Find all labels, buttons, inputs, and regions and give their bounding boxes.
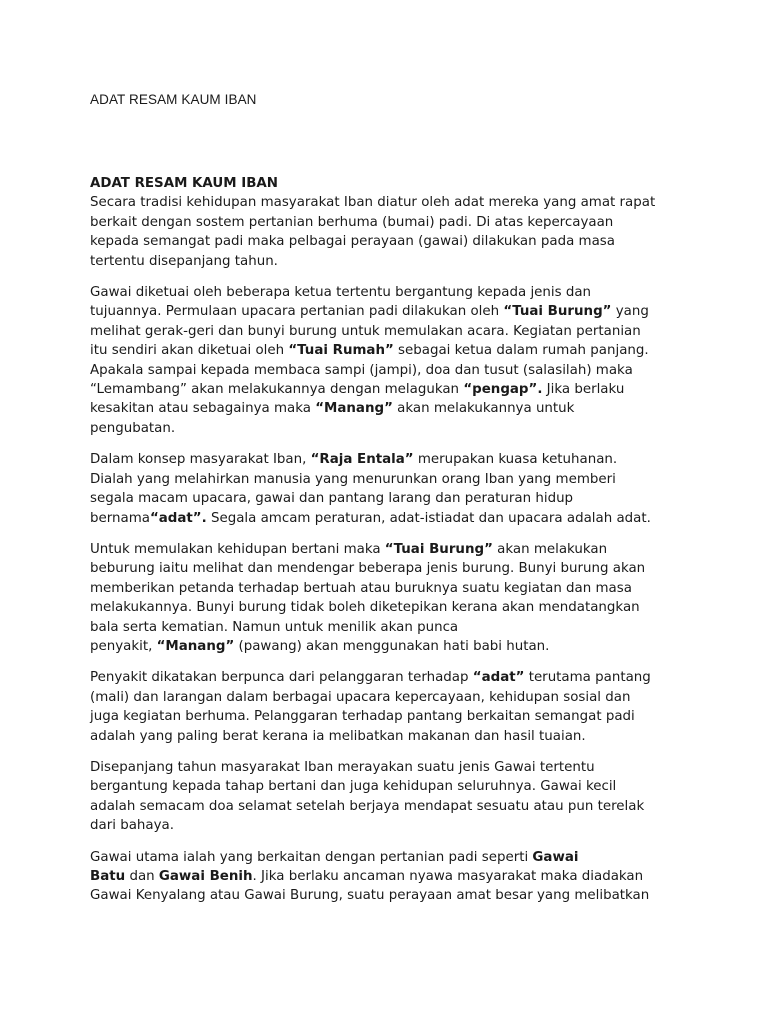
bold-term: “adat”.	[149, 510, 207, 526]
text-line	[90, 886, 680, 905]
text-run: Secara tradisi kehidupan masyarakat Iban diatur oleh adat mereka yang amat rapat	[90, 195, 656, 211]
text-run: berkait dengan sostem pertanian berhuma (bumai) padi. Di atas kepercayaan	[90, 214, 614, 230]
text-run: akan melakukannya untuk	[392, 401, 575, 417]
text-line	[90, 302, 680, 321]
text-run: memberikan petanda terhadap bertuah atau buruknya suatu kegiatan dan masa	[90, 580, 632, 596]
text-line	[90, 777, 680, 796]
text-line	[90, 322, 680, 341]
text-run: kepada semangat padi maka pelbagai perayaan (gawai) dilakukan pada masa	[90, 234, 615, 250]
text-run: (mali) dan larangan dalam berbagai upacara kepercayaan, kehidupan sosial dan	[90, 689, 631, 705]
bold-term: “Manang”	[156, 638, 235, 654]
paragraph-list	[90, 193, 680, 905]
text-line	[90, 668, 680, 687]
text-run: Penyakit dikatakan berpunca dari pelanggaran terhadap	[90, 670, 473, 686]
text-line	[90, 758, 680, 777]
text-run: Segala amcam peraturan, adat-istiadat dan upacara adalah adat.	[206, 510, 651, 526]
text-line	[90, 361, 680, 380]
text-line	[90, 489, 680, 508]
bold-term: “Tuai Burung”	[384, 541, 493, 557]
text-line	[90, 559, 680, 578]
text-line	[90, 688, 680, 707]
text-run: Untuk memulakan kehidupan bertani maka	[90, 541, 385, 557]
text-run: melihat gerak-geri dan bunyi burung untuk memulakan acara. Kegiatan pertanian	[90, 323, 641, 339]
text-run: bala serta kematian. Namun untuk menilik akan punca	[90, 619, 459, 635]
bold-term: Gawai Benih	[158, 869, 253, 884]
paragraph	[90, 283, 680, 438]
text-line	[90, 283, 680, 302]
paragraph	[90, 540, 680, 656]
text-run: Apakala sampai kepada membaca sampi (jampi), doa dan tusut (salasilah) maka	[90, 362, 633, 378]
text-run: yang	[611, 304, 649, 320]
text-run: penyakit,	[90, 638, 157, 654]
bold-term: “Tuai Burung”	[503, 304, 612, 320]
bold-term: “Manang”	[315, 401, 393, 417]
text-line	[90, 637, 680, 656]
text-run: dari bahaya.	[90, 818, 174, 834]
bold-term: Batu	[90, 869, 126, 884]
text-run: Gawai Kenyalang atau Gawai Burung, suatu perayaan amat besar yang melibatkan	[90, 888, 650, 904]
text-line	[90, 380, 680, 399]
text-line	[90, 193, 680, 212]
text-line	[90, 707, 680, 726]
text-run: dan	[125, 869, 159, 884]
text-run: “Lemambang” akan melakukannya dengan melagukan	[90, 382, 464, 398]
text-line	[90, 213, 680, 232]
text-line	[90, 727, 680, 746]
text-run: pengubatan.	[90, 420, 176, 436]
text-run: sebagai ketua dalam rumah panjang.	[393, 343, 649, 359]
text-run: Gawai utama ialah yang berkaitan dengan pertanian padi seperti	[90, 849, 533, 865]
bold-term: “Raja Entala”	[310, 452, 414, 468]
text-run: adalah yang paling berat kerana ia melibatkan makanan dan hasil tuaian.	[90, 728, 586, 744]
text-line	[90, 867, 680, 886]
text-run: juga kegiatan berhuma. Pelanggaran terhadap pantang berkaitan semangat padi	[90, 709, 635, 725]
text-line	[90, 399, 680, 418]
section-heading: ADAT RESAM KAUM IBAN	[90, 176, 278, 191]
text-line	[90, 579, 680, 598]
text-run: . Jika berlaku ancaman nyawa masyarakat maka diadakan	[252, 869, 644, 884]
paragraph	[90, 758, 680, 836]
text-run: Dialah yang melahirkan manusia yang menurunkan orang Iban yang memberi	[90, 471, 616, 487]
text-line	[90, 797, 680, 816]
document-body	[90, 174, 680, 918]
text-run: terutama pantang	[524, 670, 651, 686]
text-run: adalah semacam doa selamat setelah berjaya mendapat sesuatu atau pun terelak	[90, 798, 645, 814]
paragraph	[90, 193, 680, 271]
text-line	[90, 341, 680, 360]
text-line	[90, 816, 680, 835]
text-line	[90, 470, 680, 489]
text-run: itu sendiri akan diketuai oleh	[90, 343, 289, 359]
bold-term: Gawai	[532, 849, 579, 865]
text-line	[90, 450, 680, 469]
text-run: Disepanjang tahun masyarakat Iban merayakan suatu jenis Gawai tertentu	[90, 759, 595, 775]
bold-term: “adat”	[472, 670, 525, 686]
text-run: tujuannya. Permulaan upacara pertanian padi dilakukan oleh	[90, 304, 504, 320]
text-run: bernama	[90, 510, 150, 526]
text-run: melakukannya. Bunyi burung tidak boleh diketepikan kerana akan mendatangkan	[90, 600, 640, 616]
document-title: ADAT RESAM KAUM IBAN	[90, 92, 257, 107]
text-run: segala macam upacara, gawai dan pantang larang dan peraturan hidup	[90, 491, 574, 507]
text-line	[90, 618, 680, 637]
bold-term: “Tuai Rumah”	[288, 343, 394, 359]
text-run: kesakitan atau sebagainya maka	[90, 401, 316, 417]
paragraph	[90, 668, 680, 746]
text-line	[90, 848, 680, 867]
bold-term: “pengap”.	[463, 382, 543, 398]
text-run: tertentu disepanjang tahun.	[90, 253, 278, 269]
text-run: akan melakukan	[492, 541, 608, 557]
text-line	[90, 509, 680, 528]
text-run: beburung iaitu melihat dan mendengar beberapa jenis burung. Bunyi burung akan	[90, 561, 646, 577]
text-run: Jika berlaku	[542, 382, 625, 398]
paragraph	[90, 450, 680, 528]
text-line	[90, 232, 680, 251]
text-line	[90, 540, 680, 559]
text-line	[90, 598, 680, 617]
text-line	[90, 252, 680, 271]
paragraph	[90, 848, 680, 906]
text-run: (pawang) akan menggunakan hati babi hutan.	[234, 638, 550, 654]
text-run: merupakan kuasa ketuhanan.	[413, 452, 618, 468]
text-run: Dalam konsep masyarakat Iban,	[90, 452, 311, 468]
text-line	[90, 419, 680, 438]
text-run: Gawai diketuai oleh beberapa ketua tertentu bergantung kepada jenis dan	[90, 285, 592, 301]
text-run: bergantung kepada tahap bertani dan juga kehidupan seluruhnya. Gawai kecil	[90, 779, 617, 795]
